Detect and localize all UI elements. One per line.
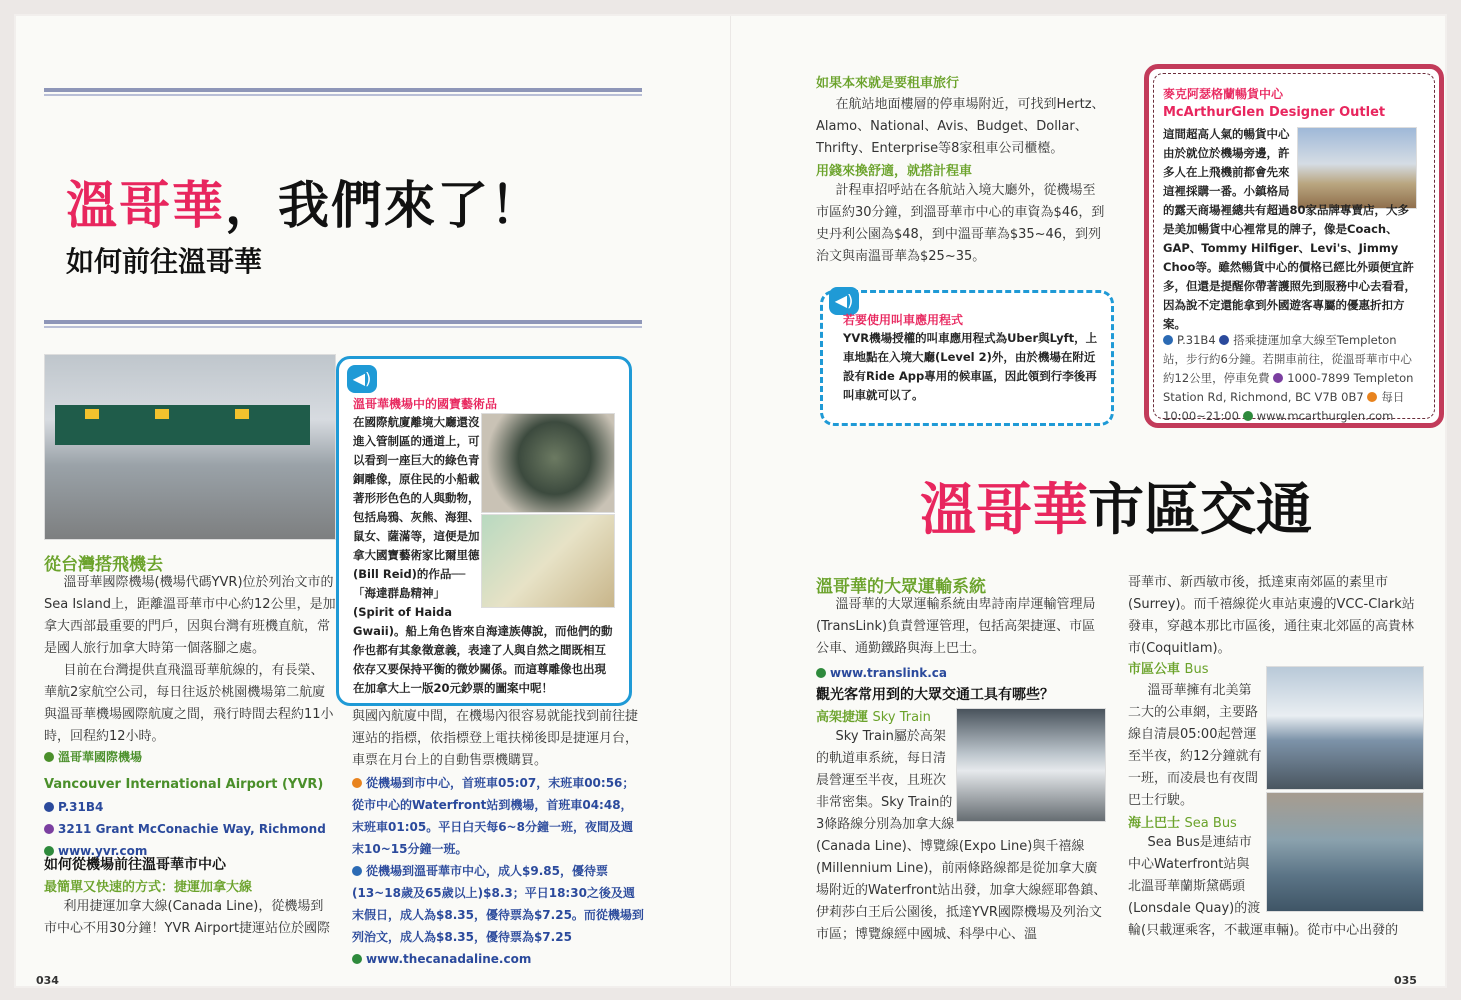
map-icon: [1163, 335, 1173, 345]
magazine-spread: [16, 16, 1445, 986]
clock-icon: [352, 778, 362, 788]
page-number-right: 035: [1394, 974, 1417, 987]
web-icon: [352, 954, 362, 964]
transport-title-highlight: 溫哥華: [920, 478, 1088, 543]
page-number-left: 034: [36, 974, 59, 987]
map-icon: [44, 802, 54, 812]
page-subtitle: 如何前往溫哥華: [66, 245, 263, 278]
transit-text: 溫哥華的大眾運輸系統由卑詩南岸運輸管理局(TransLink)負責營運管理，包括高架捷運、市區公車、通勤鐵路與海上巴士。: [816, 597, 1096, 656]
transport-section-title: [920, 466, 1312, 546]
transit-web[interactable]: www.translink.ca: [816, 662, 947, 684]
art-callout-title: 溫哥華機場中的國寶藝術品: [353, 397, 498, 411]
speaker-icon: ◀): [347, 365, 377, 393]
web-icon: [1243, 411, 1253, 421]
art-callout: [336, 356, 632, 706]
page-title: [66, 164, 543, 238]
outlet-box: [1144, 64, 1444, 428]
bus-photo: [1266, 666, 1424, 790]
mid-rule: [44, 320, 642, 324]
skytrain-text: Sky Train屬於高架的軌道車系統，每日清晨營運至半夜，且班次非常密集。Sky Train的3條路線分別為加拿大線(Canada Line)、博覽線(Expo Line)與千禧線(Millennium Line)，前兩條路線都是從加拿大廣場附近的Waterfront站出發，加拿大線經耶魯鎮、伊莉莎白王后公園後，抵達YVR國際機場及列治文市區；博覽線經中國城、科學中心、溫: [816, 729, 1107, 942]
transit-heading: 溫哥華的大眾運輸系統: [816, 577, 986, 597]
bus-text: 溫哥華擁有北美第二大的公車網，主要路線自清晨05:00起營運至半夜，約12分鐘就有一班，而凌晨也有夜間巴士行駛。: [1128, 683, 1262, 808]
pin-icon: [44, 752, 54, 762]
outlet-text: 這間超高人氣的暢貨中心由於就位於機場旁邊，許多人在上飛機前都會先來這裡採購一番。小鎮格局的露天商場裡總共有超過80家品牌專賣店，大多是美加暢貨中心裡常見的牌子，像是Coach、GAP、Tommy Hilfiger、Levi's、Jimmy Choo等。雖然暢貨中心的價格已經比外頭便宜許多，但還是提醒你帶著護照先到服務中心去看看，因為說不定還能拿到外國遊客專屬的優惠折扣方案。: [1163, 127, 1416, 331]
address-icon: [1273, 373, 1283, 383]
web-icon: [816, 668, 826, 678]
outlet-info: P.31B4 搭乘捷運加拿大線至Templeton站，步行約6分鐘。若開車前往，從溫哥華市中心約12公里，停車免費 1000-7899 Templeton Station Rd, Richmond, BC V7B 0B7 每日 10:00~21:00 www.mcarthurglen.com: [1163, 333, 1414, 423]
flight-text: [44, 572, 336, 748]
taxi-text: 計程車招呼站在各航站入境大廳外，從機場至市區約30分鐘，到溫哥華市中心的車資為$46，到史丹利公園為$48，到中溫哥華為$35~46，到列治文與南溫哥華為$25~35。: [816, 183, 1105, 264]
airport-sign: [55, 405, 310, 445]
car-rental-heading: 如果本來就是要租車旅行: [816, 76, 960, 91]
question-heading: 觀光客常用到的大眾交通工具有哪些？: [816, 687, 1054, 703]
app-callout-title: 若要使用叫車應用程式: [843, 313, 964, 327]
seabus-heading: 海上巴士 Sea Bus: [1128, 816, 1237, 831]
outlet-title-zh: 麥克阿瑟格蘭暢貨中心: [1163, 87, 1284, 101]
transit-col2-text: 哥華市、新西敏市後，抵達東南郊區的素里市(Surrey)。而千禧線從火車站東邊的VCC-Clark站發車，穿越本那比市區後，通往東北郊區的高貴林市(Coquitlam)。: [1128, 575, 1415, 656]
art-callout-text: 在國際航廈離境大廳還沒進入管制區的通道上，可以看到一座巨大的綠色青銅雕像，原住民的小船載著形形色色的人與動物，包括烏鴉、灰熊、海狸、鼠女、薩滿等，這便是加拿大國寶藝術家比爾里德(Bill Reid)的作品──「海達群島精神」(Spirit of Haida Gwaii)。船上角色皆來自海達族傳說，而他們的動作也都有其象徵意義，表達了人與自然之間既相互依存又要保持平衡的微妙關係。而這尊雕像也出現在加拿大上一版20元鈔票的圖案中呢！: [353, 415, 613, 695]
sub-heading-canada-line: 最簡單又快速的方式：捷運加拿大線: [44, 880, 253, 895]
airport-info: [44, 746, 326, 862]
airport-photo: [44, 354, 336, 540]
airport-web[interactable]: www.yvr.com: [44, 840, 326, 862]
right-page: [730, 16, 1445, 986]
speaker-icon: ◀): [829, 287, 859, 315]
canada-line-text: 利用捷運加拿大線(Canada Line)，從機場到市中心不用30分鐘！YVR Airport捷運站位於國際: [44, 899, 331, 936]
top-rule: [44, 88, 642, 92]
seabus-text: Sea Bus是連結市中心Waterfront站與北溫哥華蘭斯黛碼頭(Lonsdale Quay)的渡輪(只載運乘客，不載運車輛)。從市中心出發的: [1128, 835, 1399, 938]
transit-icon: [1219, 335, 1229, 345]
flight-paragraph-1: 溫哥華國際機場(機場代碼YVR)位於列治文市的Sea Island上，距離溫哥華市中心約12公里，是加拿大西部最重要的門戶，因與台灣有班機直航，常是國人旅行加拿大時第一個落腳之處。: [44, 575, 336, 656]
address-icon: [44, 824, 54, 834]
canada-line-web[interactable]: www.thecanadaline.com: [352, 948, 644, 970]
canada-line-info: [352, 772, 644, 970]
airport-name-en: Vancouver International Airport (YVR): [44, 777, 324, 792]
clock-icon: [1367, 392, 1377, 402]
app-callout-text: YVR機場授權的叫車應用程式為Uber與Lyft，上車地點在入境大廳(Level 2)外，由於機場在附近設有Ride App專用的候車區，因此領到行李後再叫車就可以了。: [843, 331, 1098, 402]
car-rental-text: 在航站地面樓層的停車場附近，可找到Hertz、Alamo、National、Avis、Budget、Dollar、Thrifty、Enterprise等8家租車公司櫃檯。: [816, 97, 1105, 156]
airport-map: P.31B4: [44, 796, 326, 818]
title-highlight: 溫哥華: [66, 177, 226, 236]
title-rest: ，我們來了！: [225, 177, 544, 236]
outlet-title-en: McArthurGlen Designer Outlet: [1163, 105, 1386, 120]
left-page: [16, 16, 730, 986]
skytrain-heading: 高架捷運 Sky Train: [816, 710, 931, 725]
airport-name-zh: 溫哥華國際機場: [44, 746, 326, 768]
canada-line-times: 從機場到市中心，首班車05:07，末班車00:56；從市中心的Waterfront站到機場，首班車04:48，末班車01:05。平日白天每6~8分鐘一班，夜間及週末10~15分鐘一班。: [352, 776, 635, 856]
app-callout: [820, 290, 1114, 426]
airport-address: 3211 Grant McConachie Way, Richmond: [44, 818, 326, 840]
flight-paragraph-2: 目前在台灣提供直飛溫哥華航線的，有長榮、華航2家航空公司，每日往返於桃園機場第二航廈與溫哥華機場國際航廈之間，飛行時間去程約11小時，回程約12小時。: [44, 663, 334, 744]
canada-line-fare: 從機場到溫哥華市中心，成人$9.85，優待票(13~18歲及65歲以上)$8.3；平日18:30之後及週末假日，成人為$8.35，優待票為$7.25。而從機場到列治文，成人為$8.35，優待票為$7.25: [352, 864, 644, 944]
canada-line-text-2: 與國內航廈中間，在機場內很容易就能找到前往捷運站的指標，依指標登上電扶梯後即是捷運月台，車票在月台上的自動售票機購買。: [352, 709, 639, 768]
transport-title-rest: 市區交通: [1088, 478, 1312, 543]
sub-heading-to-city: 如何從機場前往溫哥華市中心: [44, 857, 226, 873]
section-heading-flight: 從台灣搭飛機去: [44, 555, 163, 575]
taxi-heading: 用錢來換舒適，就搭計程車: [816, 164, 973, 179]
fare-icon: [352, 866, 362, 876]
bus-heading: 市區公車 Bus: [1128, 662, 1209, 677]
